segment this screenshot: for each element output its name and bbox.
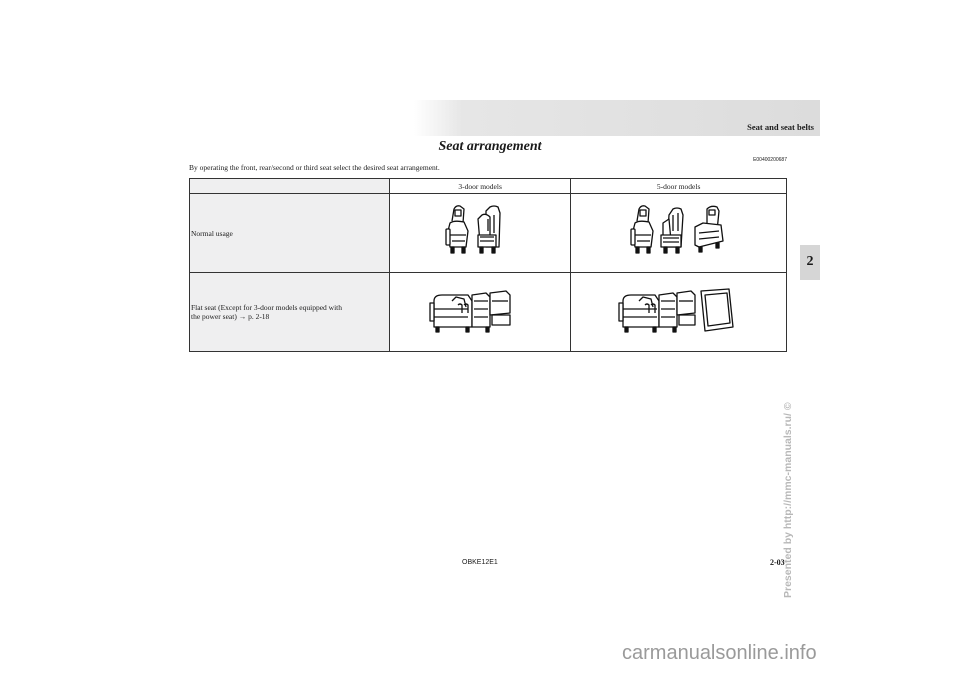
header-cell-3-door: 3-door models <box>390 179 571 194</box>
header-cell-5-door: 5-door models <box>571 179 787 194</box>
row-label-line: the power seat) → p. 2-18 <box>191 312 270 321</box>
chapter-number: 2 <box>806 254 814 269</box>
seat-normal-5door-illustration <box>623 201 735 263</box>
row-label-line: Flat seat (Except for 3-door models equipped with <box>191 303 343 312</box>
watermark-text: Presented by http://mmc-manuals.ru/ © <box>782 402 794 598</box>
seat-flat-5door-illustration <box>617 287 741 335</box>
site-watermark: carmanualsonline.info <box>622 642 817 664</box>
intro-text: By operating the front, rear/second or third seat select the desired seat arrangement. <box>189 163 440 172</box>
cell-3-door-flat <box>390 273 571 352</box>
row-label-flat-seat <box>190 273 390 352</box>
seat-flat-3door-illustration <box>428 287 532 335</box>
row-label-normal-usage <box>190 194 390 273</box>
page-number: 2-03 <box>770 558 785 567</box>
header-cell-empty <box>190 179 390 194</box>
section-title: Seat arrangement <box>438 139 542 154</box>
table-row <box>190 273 787 352</box>
section-code: E00400200687 <box>753 157 787 163</box>
row-label-text: Normal usage <box>191 228 233 238</box>
seat-normal-3door-illustration <box>438 201 522 263</box>
table-header-row <box>190 179 787 194</box>
cell-5-door-normal <box>571 194 787 273</box>
seat-arrangement-table <box>189 178 787 352</box>
cell-5-door-flat <box>571 273 787 352</box>
cell-3-door-normal <box>390 194 571 273</box>
table-row <box>190 194 787 273</box>
footer-code: OBKE12E1 <box>462 559 498 566</box>
running-header: Seat and seat belts <box>747 122 814 132</box>
